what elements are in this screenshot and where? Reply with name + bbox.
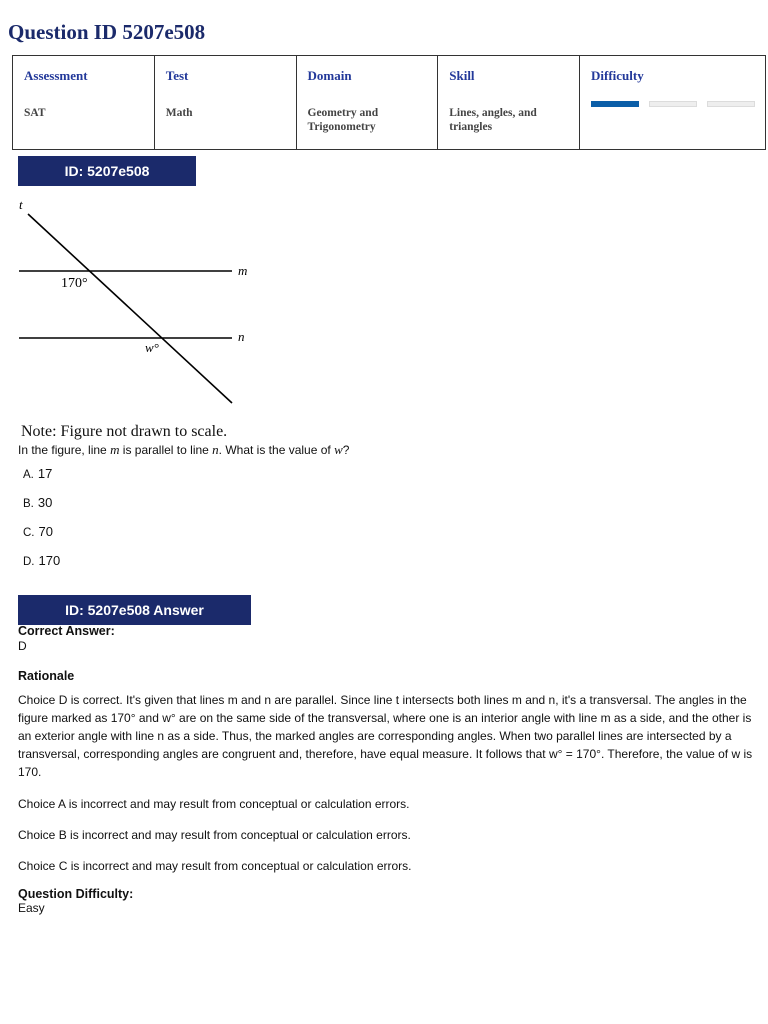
question-stem (18, 442, 349, 458)
question-difficulty-value: Easy (18, 901, 45, 915)
choice-letter: D. (23, 556, 35, 568)
choice-value: 170 (38, 553, 61, 568)
choice-a-explanation: Choice A is incorrect and may result from conceptual or calculation errors. (18, 797, 410, 811)
page-title: Question ID 5207e508 (8, 20, 206, 44)
choice-c-explanation: Choice C is incorrect and may result from conceptual or calculation errors. (18, 859, 412, 873)
angle-w-label: w° (145, 340, 159, 355)
difficulty-segment (591, 101, 639, 107)
question-meta-table (12, 55, 766, 150)
choice-b-explanation: Choice B is incorrect and may result from conceptual or calculation errors. (18, 828, 411, 842)
skill-value: Lines, angles, and triangles (449, 107, 537, 133)
question-text-2: is parallel to line (119, 443, 213, 457)
choice-d[interactable] (23, 553, 60, 582)
difficulty-segment (649, 101, 697, 107)
choice-b[interactable] (23, 495, 60, 524)
choice-letter: A. (23, 469, 34, 481)
label-t: t (19, 197, 23, 212)
correct-answer-label: Correct Answer: (18, 624, 115, 638)
math-var-n: n (212, 442, 219, 457)
difficulty-meter (591, 101, 755, 107)
choice-letter: C. (23, 527, 35, 539)
rationale-label: Rationale (18, 669, 75, 683)
test-value: Math (165, 107, 193, 119)
skill-cell (438, 56, 580, 149)
figure-note: Note: Figure not drawn to scale. (21, 423, 228, 440)
answer-section (18, 624, 753, 915)
difficulty-cell (580, 56, 765, 149)
choice-letter: B. (23, 498, 34, 510)
math-var-m: m (110, 442, 120, 457)
geometry-figure (14, 196, 264, 411)
domain-cell (297, 56, 439, 149)
label-n: n (238, 329, 245, 344)
question-difficulty-label: Question Difficulty: (18, 887, 134, 901)
choice-c[interactable] (23, 524, 60, 553)
test-label: Test (165, 68, 189, 83)
difficulty-segment (707, 101, 755, 107)
skill-label: Skill (449, 68, 475, 83)
assessment-label: Assessment (24, 68, 88, 83)
choice-value: 70 (38, 524, 53, 539)
choice-value: 17 (37, 466, 53, 481)
difficulty-label: Difficulty (591, 68, 644, 83)
question-text-1: In the figure, line (18, 443, 111, 457)
answer-choices (23, 466, 60, 582)
domain-label: Domain (307, 68, 352, 83)
line-t (28, 214, 232, 403)
domain-value: Geometry and Trigonometry (307, 107, 379, 133)
angle-170-label: 170° (61, 276, 88, 291)
question-text-4: ? (342, 443, 350, 457)
question-text-3: . What is the value of (218, 443, 335, 457)
test-cell (155, 56, 297, 149)
question-id-banner: ID: 5207e508 (18, 156, 196, 186)
answer-id-banner: ID: 5207e508 Answer (18, 595, 251, 625)
correct-answer-value: D (18, 639, 27, 653)
choice-a[interactable] (23, 466, 60, 495)
rationale-text: Choice D is correct. It's given that lines m and n are parallel. Since line t intersects both lines m and n, it's a transversal. The angles in the figure marked as 170° and w° are on the same side of the transversal, where one is an interior angle with line m as a side, and the other is an exterior angle with line n as a side. Thus, the marked angles are corresponding angles. When two parallel lines are intersected by a transversal, corresponding angles are congruent and, therefore, have equal measure. It follows that w° = 170°. Therefore, the value of w is 170. (18, 693, 753, 779)
label-m: m (238, 263, 248, 278)
choice-value: 30 (37, 495, 53, 510)
assessment-value: SAT (24, 107, 46, 119)
math-var-w: w (334, 442, 343, 457)
assessment-cell (13, 56, 155, 149)
